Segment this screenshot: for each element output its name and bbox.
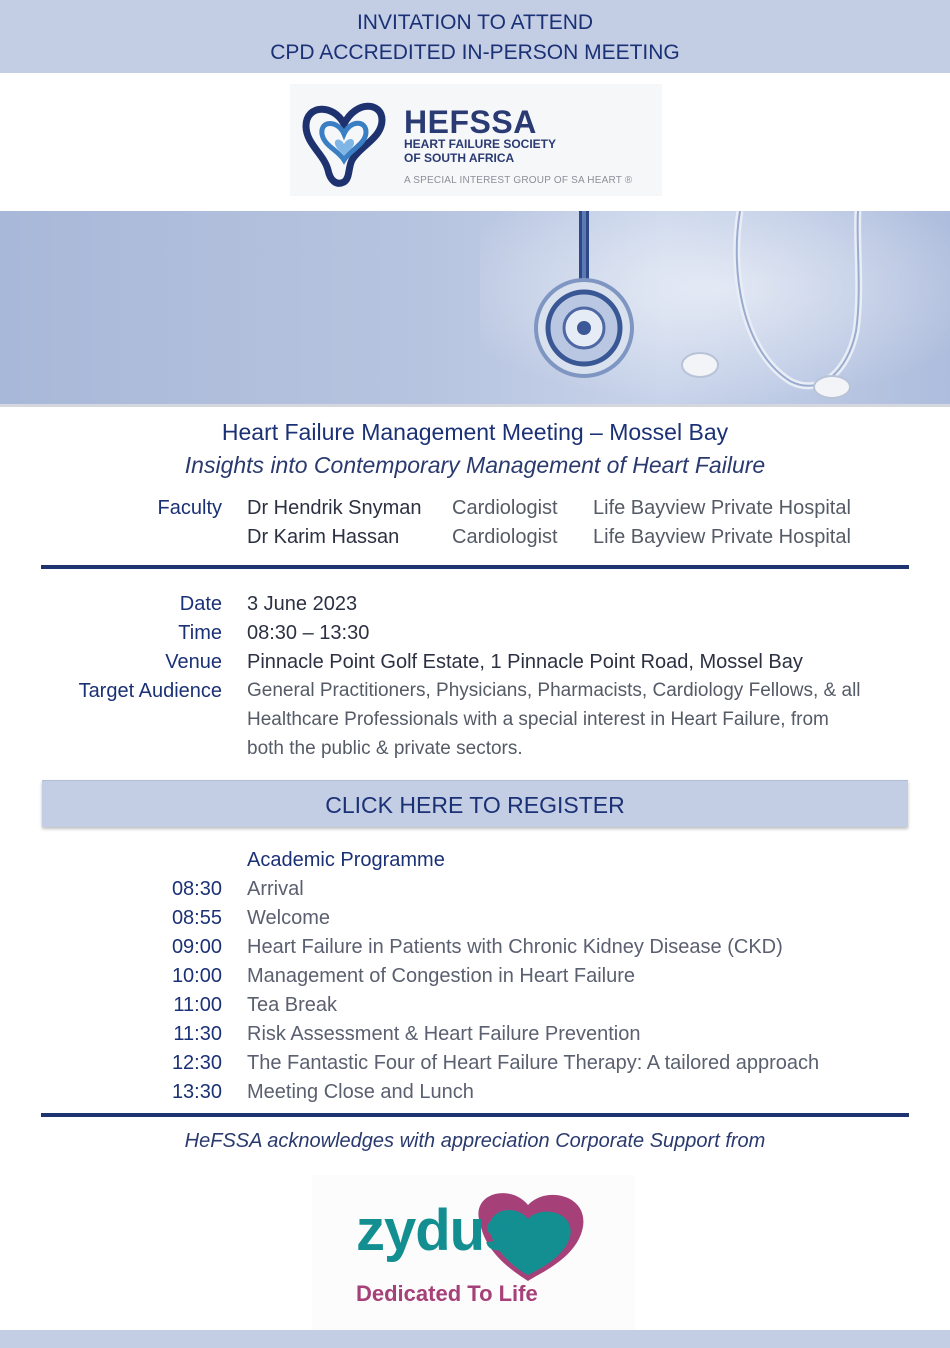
heart-logo-icon — [298, 94, 390, 188]
section-divider — [41, 1113, 909, 1117]
programme-heading: Academic Programme — [247, 849, 445, 871]
time-label: Time — [178, 622, 222, 644]
programme-time: 10:00 — [171, 965, 222, 987]
invitation-banner — [0, 0, 950, 73]
programme-time: 08:30 — [171, 878, 222, 900]
hefssa-logo — [290, 84, 662, 196]
programme-item: Arrival — [247, 878, 304, 900]
logo-name: HEFSSA — [404, 104, 537, 140]
stethoscope-icon — [0, 211, 950, 405]
programme-item: Heart Failure in Patients with Chronic Kidney Disease (CKD) — [247, 936, 783, 958]
meeting-subtitle: Insights into Contemporary Management of Heart Failure — [184, 452, 766, 478]
footer-bar — [0, 1330, 950, 1348]
faculty-hospital-2: Life Bayview Private Hospital — [593, 526, 851, 548]
register-button[interactable]: CLICK HERE TO REGISTER — [42, 780, 908, 827]
audience-line-3: both the public & private sectors. — [247, 738, 523, 759]
zydus-tagline: Dedicated To Life — [356, 1281, 538, 1306]
date-label: Date — [179, 593, 222, 615]
programme-item: Meeting Close and Lunch — [247, 1081, 474, 1103]
time-value: 08:30 – 13:30 — [247, 622, 370, 644]
programme-time: 09:00 — [171, 936, 222, 958]
faculty-name-1: Dr Hendrik Snyman — [247, 497, 422, 519]
programme-time: 08:55 — [171, 907, 222, 929]
programme-item: Management of Congestion in Heart Failure — [247, 965, 635, 987]
meeting-title: Heart Failure Management Meeting – Mossel Bay — [221, 419, 729, 445]
logo-subtitle-1: HEART FAILURE SOCIETY — [404, 137, 557, 151]
hero-divider — [0, 404, 950, 407]
logo-tagline: A SPECIAL INTEREST GROUP OF SA HEART ® — [404, 175, 633, 186]
invitation-line-2: CPD ACCREDITED IN-PERSON MEETING — [270, 41, 680, 64]
audience-label: Target Audience — [78, 680, 222, 702]
venue-label: Venue — [165, 651, 222, 673]
programme-item: Risk Assessment & Heart Failure Prevention — [247, 1023, 641, 1045]
faculty-hospital-1: Life Bayview Private Hospital — [593, 497, 851, 519]
logo-subtitle-2: OF SOUTH AFRICA — [404, 151, 515, 165]
audience-line-1: General Practitioners, Physicians, Pharmacists, Cardiology Fellows, & all — [247, 680, 861, 701]
venue-value: Pinnacle Point Golf Estate, 1 Pinnacle Point Road, Mossel Bay — [247, 651, 803, 673]
faculty-role-2: Cardiologist — [452, 526, 558, 548]
programme-item: Welcome — [247, 907, 330, 929]
programme-time: 11:30 — [173, 1023, 222, 1045]
zydus-logo — [312, 1175, 635, 1331]
section-divider — [41, 565, 909, 569]
programme-item: Tea Break — [247, 994, 338, 1016]
faculty-label: Faculty — [157, 497, 222, 519]
invitation-line-1: INVITATION TO ATTEND — [356, 11, 594, 34]
faculty-role-1: Cardiologist — [452, 497, 558, 519]
zydus-wordmark: zydus — [356, 1198, 516, 1263]
programme-time: 12:30 — [171, 1052, 222, 1074]
audience-line-2: Healthcare Professionals with a special interest in Heart Failure, from — [247, 709, 829, 730]
programme-item: The Fantastic Four of Heart Failure Therapy: A tailored approach — [247, 1052, 820, 1074]
programme-time: 13:30 — [171, 1081, 222, 1103]
acknowledgement-text: HeFSSA acknowledges with appreciation Corporate Support from — [184, 1130, 766, 1152]
programme-time: 11:00 — [173, 994, 222, 1016]
stethoscope-hero-image — [0, 211, 950, 405]
faculty-name-2: Dr Karim Hassan — [247, 526, 400, 548]
date-value: 3 June 2023 — [247, 593, 358, 615]
